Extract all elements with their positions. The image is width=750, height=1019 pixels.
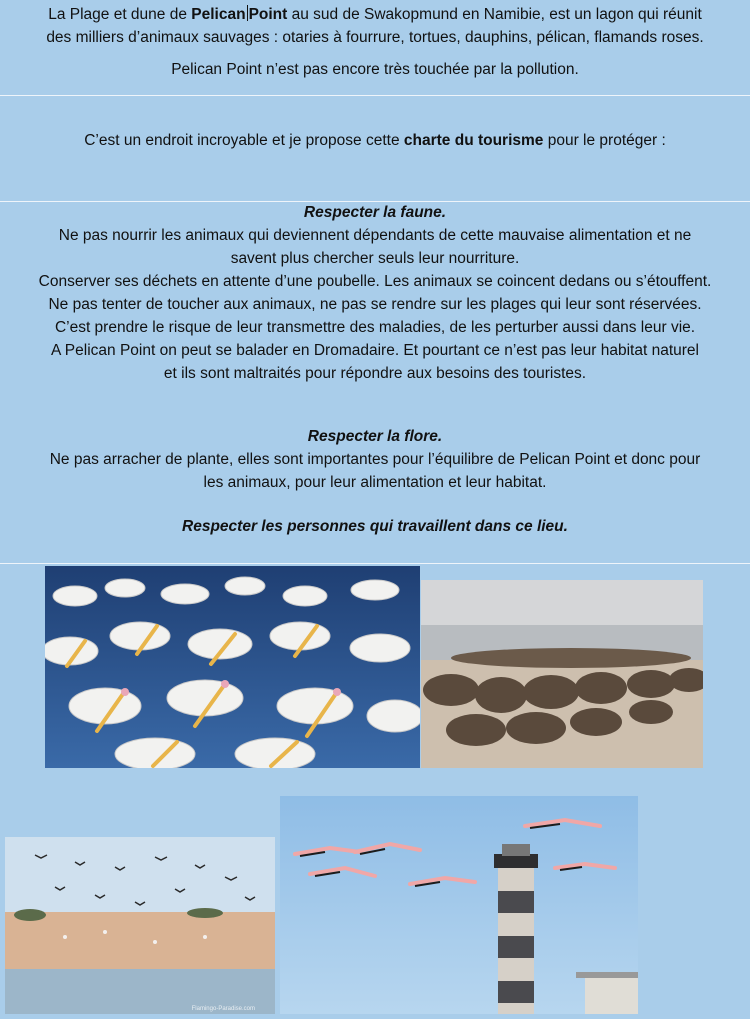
intro-bold-pelican: Pelican — [191, 6, 246, 23]
lighthouse-flamingos-image — [280, 796, 638, 1014]
lighthouse-flamingos-photo — [280, 796, 638, 1014]
charter-text — [0, 129, 750, 152]
divider — [0, 563, 750, 564]
charter-section — [0, 129, 750, 152]
charter-bold: charte du tourisme — [403, 132, 544, 149]
flora-line: Ne pas arracher de plante, elles sont importantes pour l’équilibre de Pelican Point et donc pour — [49, 451, 701, 468]
fauna-line: C’est prendre le risque de leur transmettre des maladies, de les perturber aussi dans leur vie. — [54, 319, 696, 336]
divider — [0, 95, 750, 96]
people-section — [0, 515, 750, 538]
fur-seals-image — [421, 580, 703, 768]
fauna-line: Conserver ses déchets en attente d’une poubelle. Les animaux se coincent dedans ou s’étouffent. — [38, 273, 712, 290]
pelicans-photo — [45, 566, 420, 768]
flamingos-dune-image — [5, 837, 275, 1014]
text-cursor — [247, 5, 248, 21]
fauna-heading: Respecter la faune. — [303, 204, 447, 221]
fur-seals-photo — [421, 580, 703, 768]
intro-text: La Plage et dune de — [48, 6, 192, 23]
photo-watermark: Flamingo-Paradise.com — [191, 1006, 255, 1012]
intro-line-1 — [0, 3, 750, 26]
fauna-line: et ils sont maltraités pour répondre aux besoins des touristes. — [163, 365, 587, 382]
people-heading: Respecter les personnes qui travaillent dans ce lieu. — [182, 518, 568, 535]
fauna-line: savent plus chercher seuls leur nourriture. — [230, 250, 520, 267]
intro-bold-point: Point — [248, 6, 288, 23]
flora-line: les animaux, pour leur alimentation et leur habitat. — [203, 474, 547, 491]
flora-heading: Respecter la flore. — [307, 428, 443, 445]
fauna-line: Ne pas tenter de toucher aux animaux, ne pas se rendre sur les plages qui leur sont réservées. — [48, 296, 702, 313]
charter-pre: C’est un endroit incroyable et je propose cette — [84, 132, 404, 149]
intro-text: au sud de Swakopmund en Namibie, est un lagon qui réunit — [287, 6, 702, 23]
fauna-section — [0, 201, 750, 385]
fauna-line: Ne pas nourrir les animaux qui deviennent dépendants de cette mauvaise alimentation et ne — [58, 227, 692, 244]
flamingos-dune-photo — [5, 837, 275, 1014]
flora-section — [0, 425, 750, 494]
intro-line-2: des milliers d’animaux sauvages : otaries à fourrure, tortues, dauphins, pélican, flamands roses. — [46, 29, 704, 46]
intro-line-3: Pelican Point n’est pas encore très touchée par la pollution. — [171, 61, 579, 78]
charter-post: pour le protéger : — [543, 132, 666, 149]
fauna-line: A Pelican Point on peut se balader en Dromadaire. Et pourtant ce n’est pas leur habitat naturel — [51, 342, 699, 359]
pelicans-image — [45, 566, 420, 768]
intro-section — [0, 3, 750, 81]
